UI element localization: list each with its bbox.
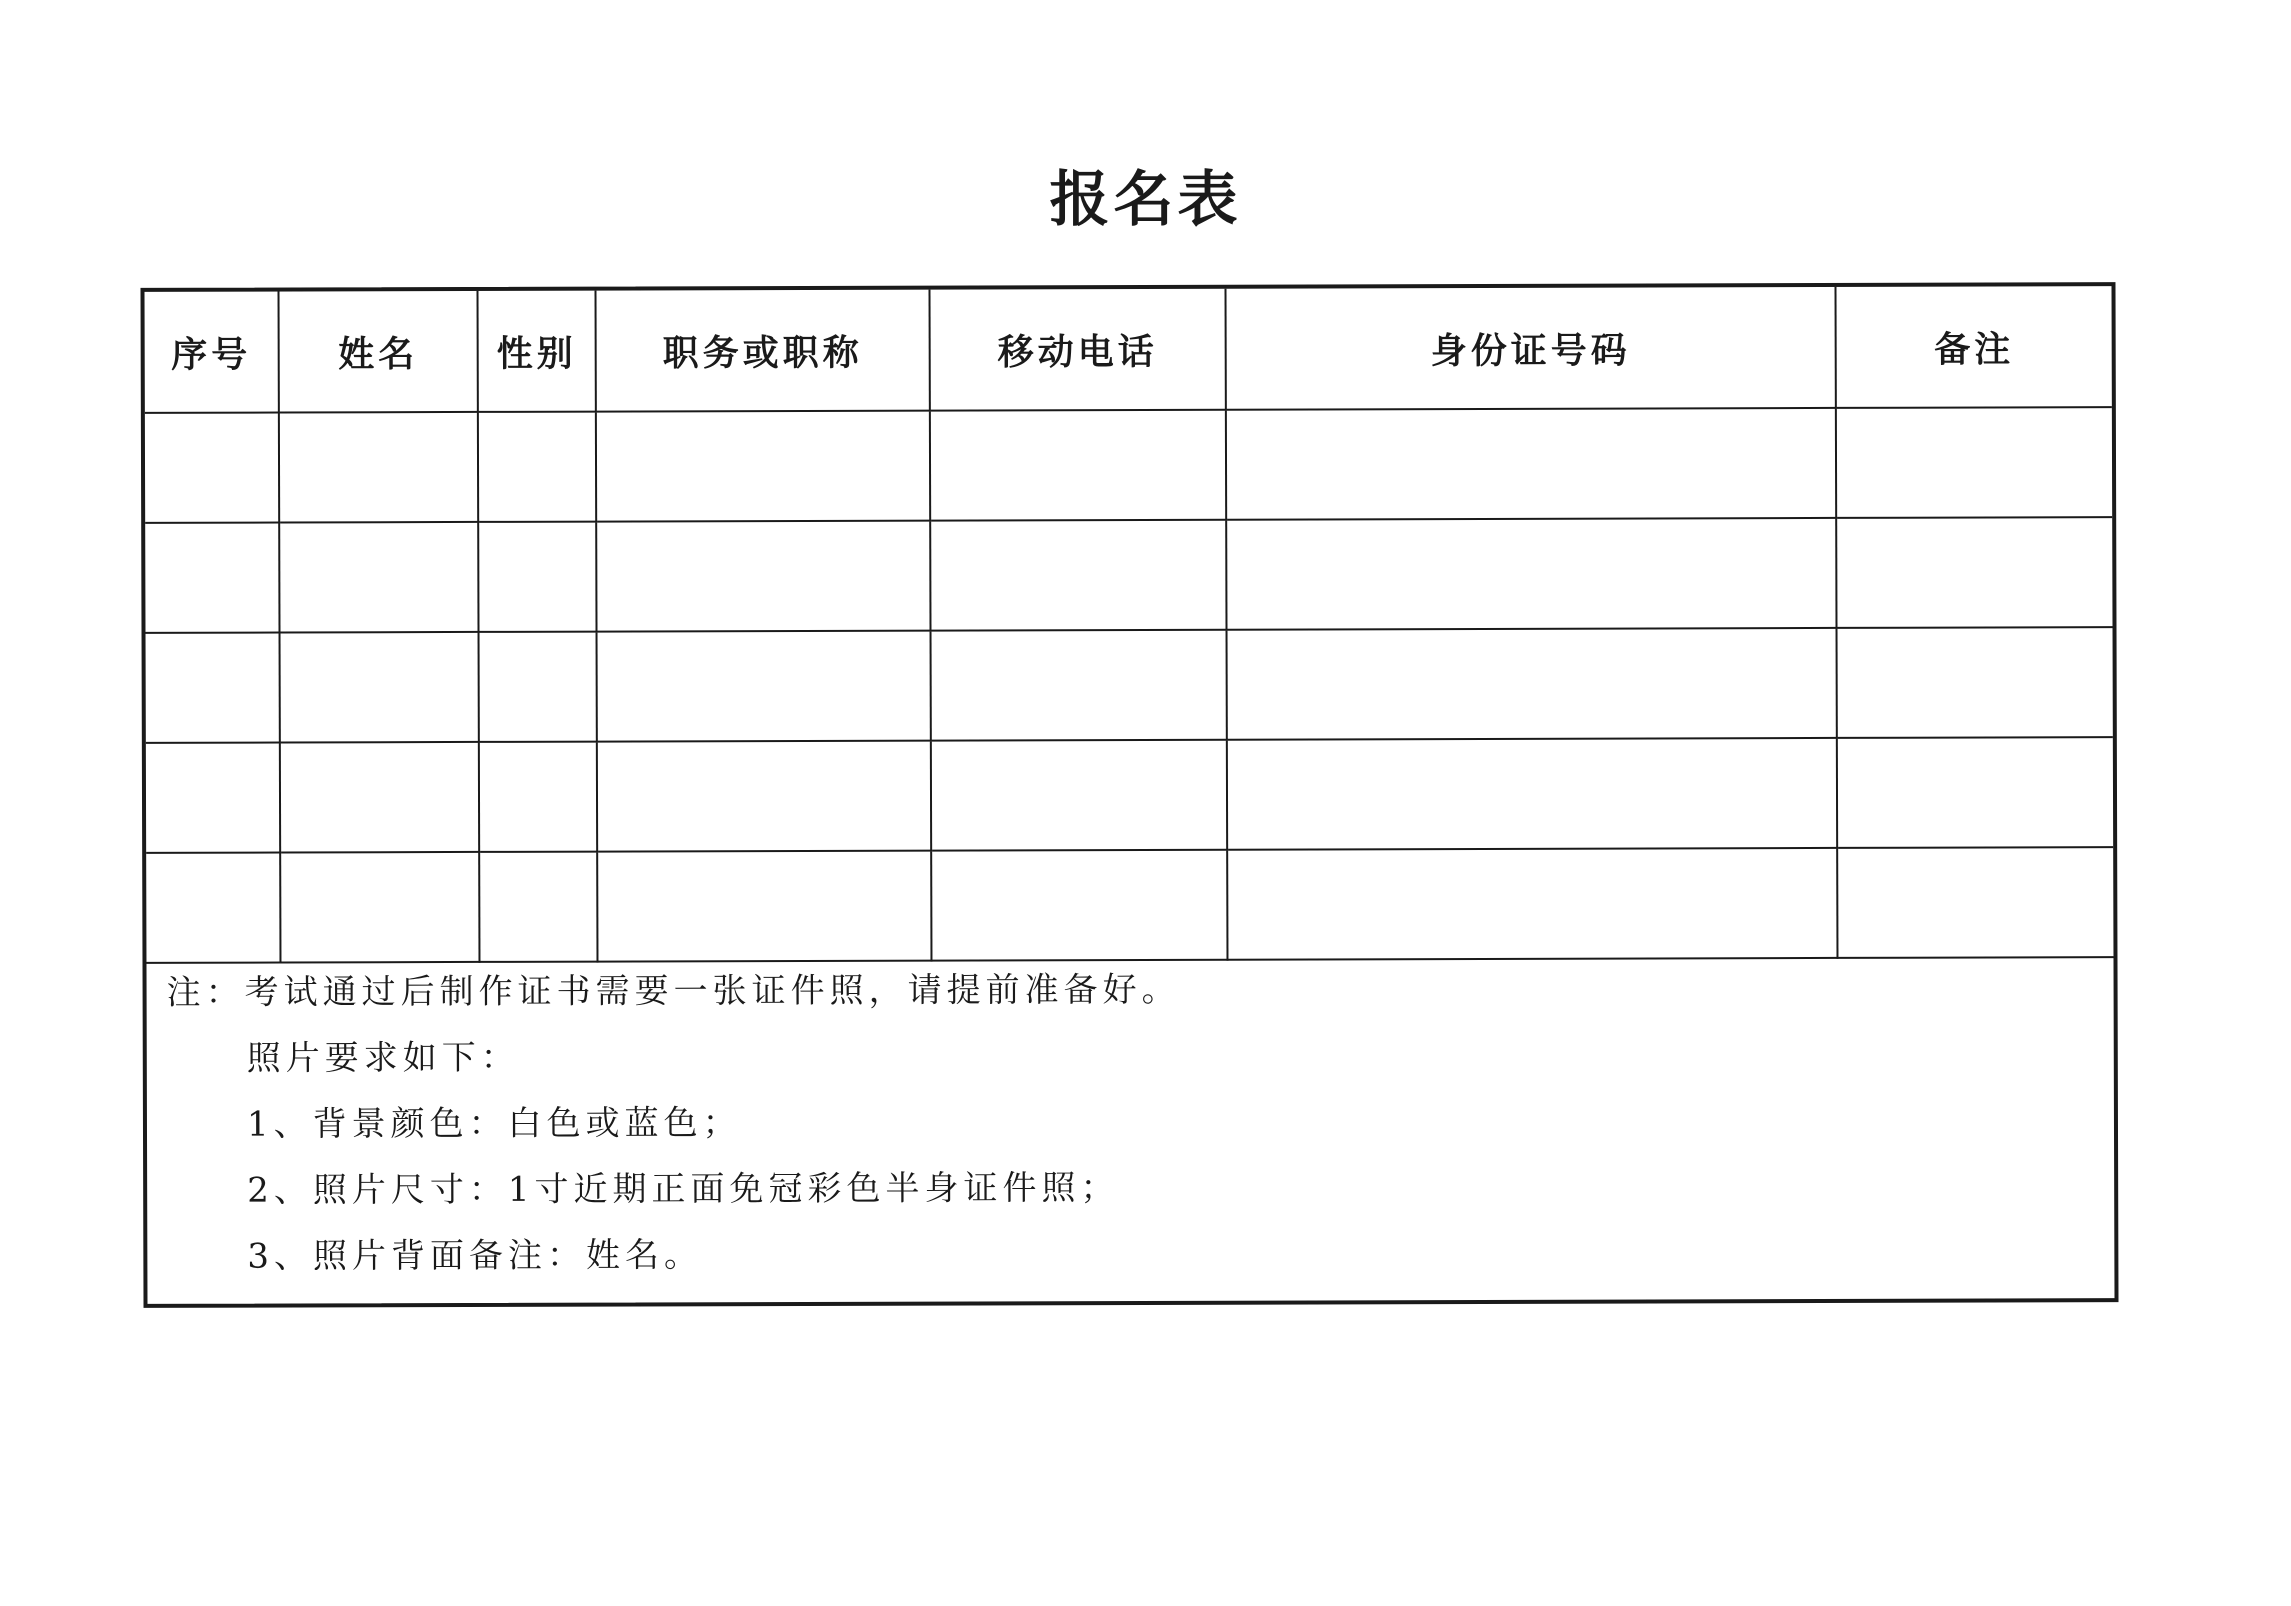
table-row [146, 627, 2113, 743]
table-cell[interactable] [596, 411, 930, 522]
table-cell[interactable] [930, 520, 1226, 631]
table-cell[interactable] [146, 743, 280, 853]
table-cell[interactable] [1227, 738, 1837, 850]
table-cell[interactable] [1227, 628, 1837, 740]
column-header-name: 姓名 [279, 291, 478, 413]
column-header-index: 序号 [145, 292, 279, 413]
table-cell[interactable] [597, 741, 931, 852]
table-cell[interactable] [1836, 517, 2112, 628]
table-row [146, 847, 2113, 963]
table-row [146, 737, 2113, 853]
table-row [145, 517, 2112, 633]
table-header-row [145, 286, 2112, 413]
column-header-mobile: 移动电话 [929, 289, 1225, 411]
table-cell[interactable] [478, 412, 596, 522]
table-cell[interactable] [931, 740, 1227, 851]
table-cell[interactable] [1837, 847, 2113, 958]
table-row [145, 407, 2112, 523]
table-cell[interactable] [479, 852, 597, 962]
table-cell[interactable] [931, 850, 1227, 961]
table-cell[interactable] [930, 410, 1226, 521]
note-line: 1、背景颜色：白色或蓝色； [246, 1103, 742, 1145]
note-line: 2、照片尺寸：1寸近期正面免冠彩色半身证件照； [247, 1168, 1120, 1211]
column-header-gender: 性别 [478, 291, 596, 412]
table-cell[interactable] [1837, 627, 2113, 738]
table-cell[interactable] [1836, 407, 2112, 518]
table-cell[interactable] [146, 853, 280, 963]
document-title: 报名表 [1049, 165, 1242, 235]
note-line: 注：考试通过后制作证书需要一张证件照，请提前准备好。 [166, 969, 1181, 1013]
table-cell[interactable] [1227, 848, 1837, 960]
registration-table [145, 286, 2114, 964]
column-header-id-number: 身份证号码 [1225, 287, 1835, 410]
column-header-remarks: 备注 [1835, 286, 2111, 408]
table-cell[interactable] [280, 632, 479, 743]
table-cell[interactable] [279, 522, 478, 633]
table-cell[interactable] [279, 412, 478, 523]
table-cell[interactable] [280, 852, 479, 963]
table-cell[interactable] [1837, 737, 2113, 848]
registration-form [140, 282, 2118, 1308]
notes-section [166, 954, 2094, 1290]
table-cell[interactable] [597, 851, 931, 962]
note-line: 照片要求如下： [246, 1037, 520, 1079]
table-cell[interactable] [596, 521, 930, 632]
table-cell[interactable] [145, 413, 279, 523]
note-line: 3、照片背面备注：姓名。 [247, 1235, 704, 1277]
table-cell[interactable] [597, 631, 931, 742]
column-header-title: 职务或职称 [596, 290, 930, 412]
table-cell[interactable] [479, 632, 597, 742]
table-cell[interactable] [478, 522, 596, 632]
table-cell[interactable] [931, 630, 1227, 741]
table-cell[interactable] [146, 633, 280, 743]
table-cell[interactable] [280, 742, 479, 853]
table-cell[interactable] [145, 523, 279, 633]
table-cell[interactable] [1226, 408, 1836, 520]
table-cell[interactable] [1226, 518, 1836, 630]
table-cell[interactable] [479, 742, 597, 852]
